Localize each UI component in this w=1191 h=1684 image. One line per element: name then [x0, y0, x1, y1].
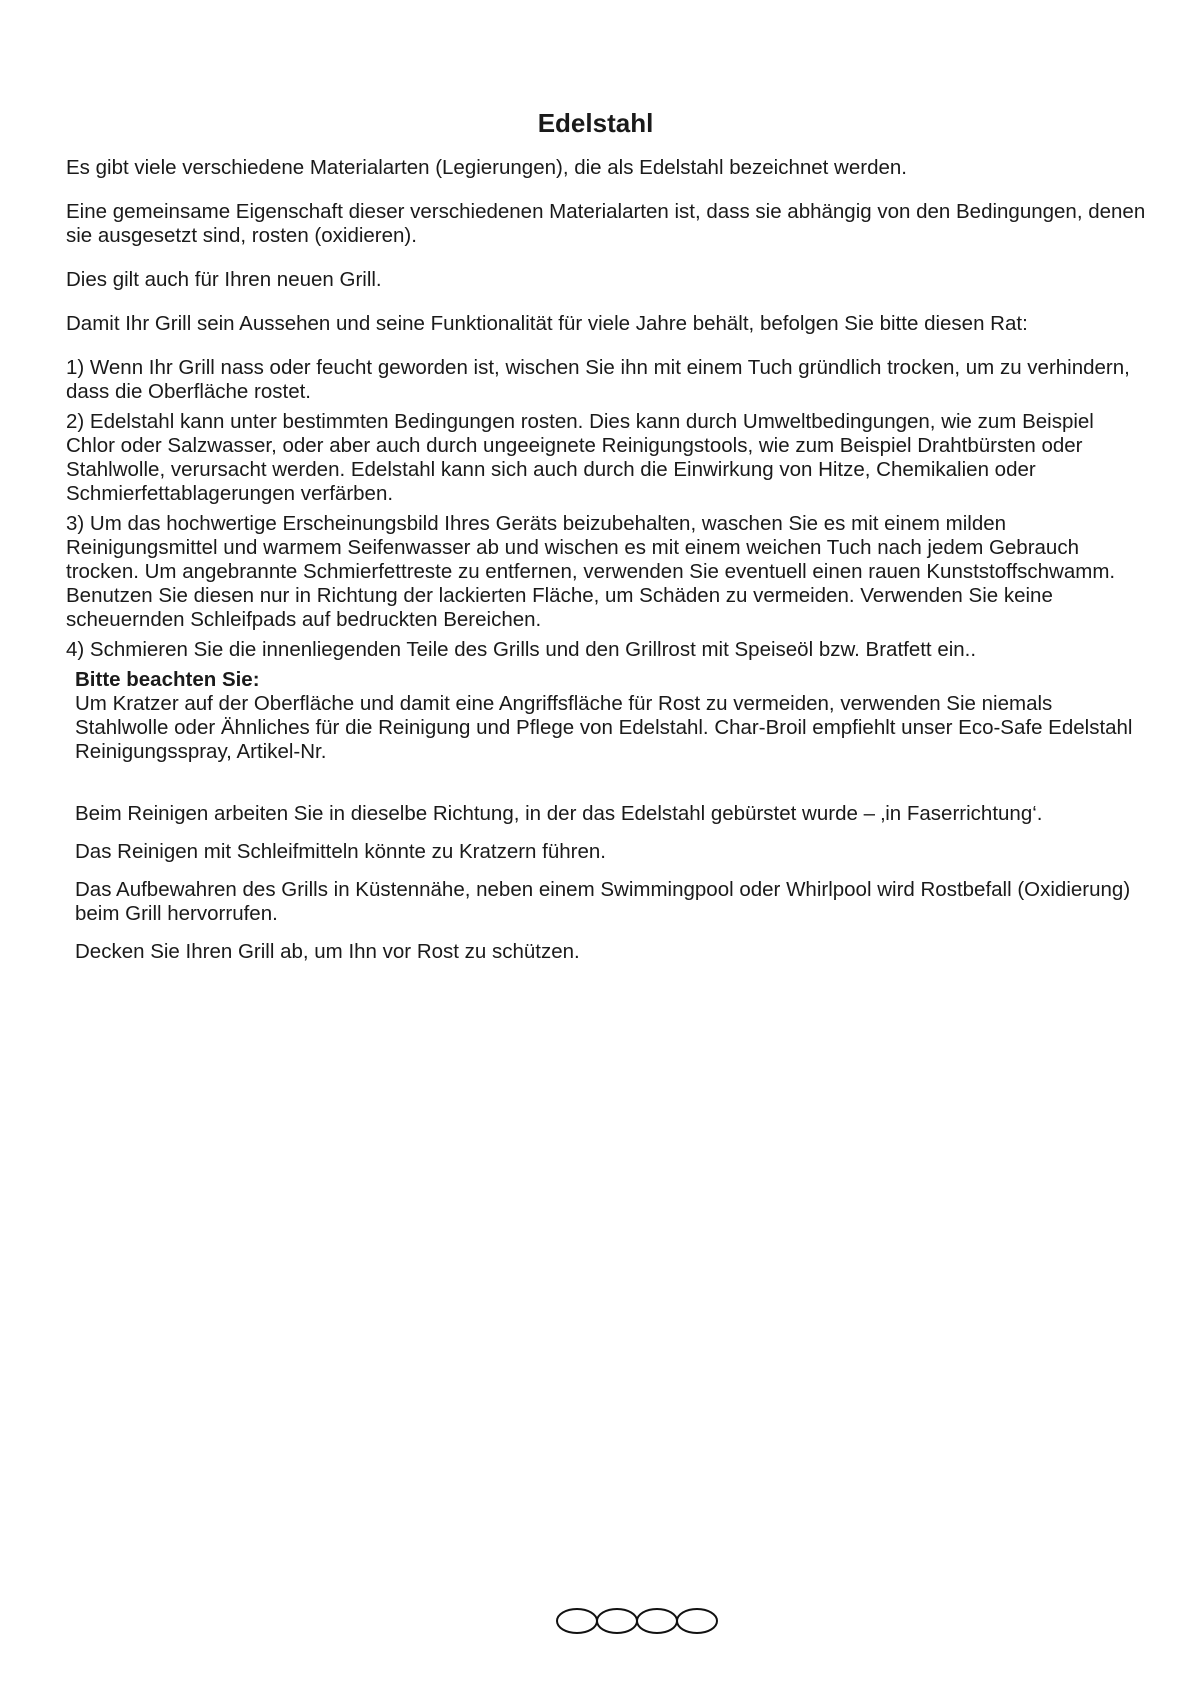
spacer — [75, 764, 1146, 802]
page-marker — [0, 1606, 1191, 1636]
intro-paragraph: Damit Ihr Grill sein Aussehen und seine Funktionalität für viele Jahre behält, befolgen Sie bitte diesen Rat: — [66, 312, 1028, 335]
tip-item: Decken Sie Ihren Grill ab, um Ihn vor Rost zu schützen. — [75, 940, 580, 963]
intro-paragraph: Es gibt viele verschiedene Materialarten (Legierungen), die als Edelstahl bezeichnet werden. — [66, 156, 907, 179]
document-body — [66, 156, 1146, 978]
list-item: 1) Wenn Ihr Grill nass oder feucht geworden ist, wischen Sie ihn mit einem Tuch gründlich trocken, um zu verhindern, dass die Oberfläche rostet. — [66, 356, 1130, 403]
list-item: 2) Edelstahl kann unter bestimmten Bedingungen rosten. Dies kann durch Umweltbedingungen, wie zum Beispiel Chlor oder Salzwasser, oder aber auch durch ungeeignete Reinigungstools, wie zum Beispiel Drahtbürsten oder Stahlwolle, verursacht werden. Edelstahl kann sich auch durch die Einwirkung von Hitze, Chemikalien oder Schmierfettablagerungen verfärben. — [66, 410, 1094, 505]
note-box — [75, 668, 1146, 964]
note-heading: Bitte beachten Sie: — [75, 668, 260, 691]
tip-item: Beim Reinigen arbeiten Sie in dieselbe Richtung, in der das Edelstahl gebürstet wurde – ‚in Faserrichtung‘. — [75, 802, 1043, 825]
page-title: Edelstahl — [537, 108, 654, 138]
intro-paragraph: Dies gilt auch für Ihren neuen Grill. — [66, 268, 382, 291]
page-number-oval-icon — [555, 1606, 725, 1636]
tip-item: Das Reinigen mit Schleifmitteln könnte zu Kratzern führen. — [75, 840, 606, 863]
note-text: Um Kratzer auf der Oberfläche und damit eine Angriffsfläche für Rost zu vermeiden, verwenden Sie niemals Stahlwolle oder Ähnliches für die Reinigung und Pflege von Edelstahl. Char-Broil empfiehlt unser Eco-Safe Edelstahl Reinigungsspray, Artikel-Nr. — [75, 692, 1133, 763]
tip-item: Das Aufbewahren des Grills in Küstennähe, neben einem Swimmingpool oder Whirlpool wird Rostbefall (Oxidierung) beim Grill hervorrufen. — [75, 878, 1131, 925]
list-item: 3) Um das hochwertige Erscheinungsbild Ihres Geräts beizubehalten, waschen Sie es mit einem milden Reinigungsmittel und warmem Seifenwasser ab und wischen es mit einem weichen Tuch nach jedem Gebrauch trocken. Um angebrannte Schmierfettreste zu entfernen, verwenden Sie eventuell einen rauen Kunststoffschwamm. Benutzen Sie diesen nur in Richtung der lackierten Fläche, um Schäden zu vermeiden. Verwenden Sie keine scheuernden Schleifpads auf bedruckten Bereichen. — [66, 512, 1116, 631]
list-item: 4) Schmieren Sie die innenliegenden Teile des Grills und den Grillrost mit Speiseöl bzw. Bratfett ein.. — [66, 638, 977, 661]
intro-paragraph: Eine gemeinsame Eigenschaft dieser verschiedenen Materialarten ist, dass sie abhängig von den Bedingungen, denen sie ausgesetzt sind, rosten (oxidieren). — [66, 200, 1146, 247]
